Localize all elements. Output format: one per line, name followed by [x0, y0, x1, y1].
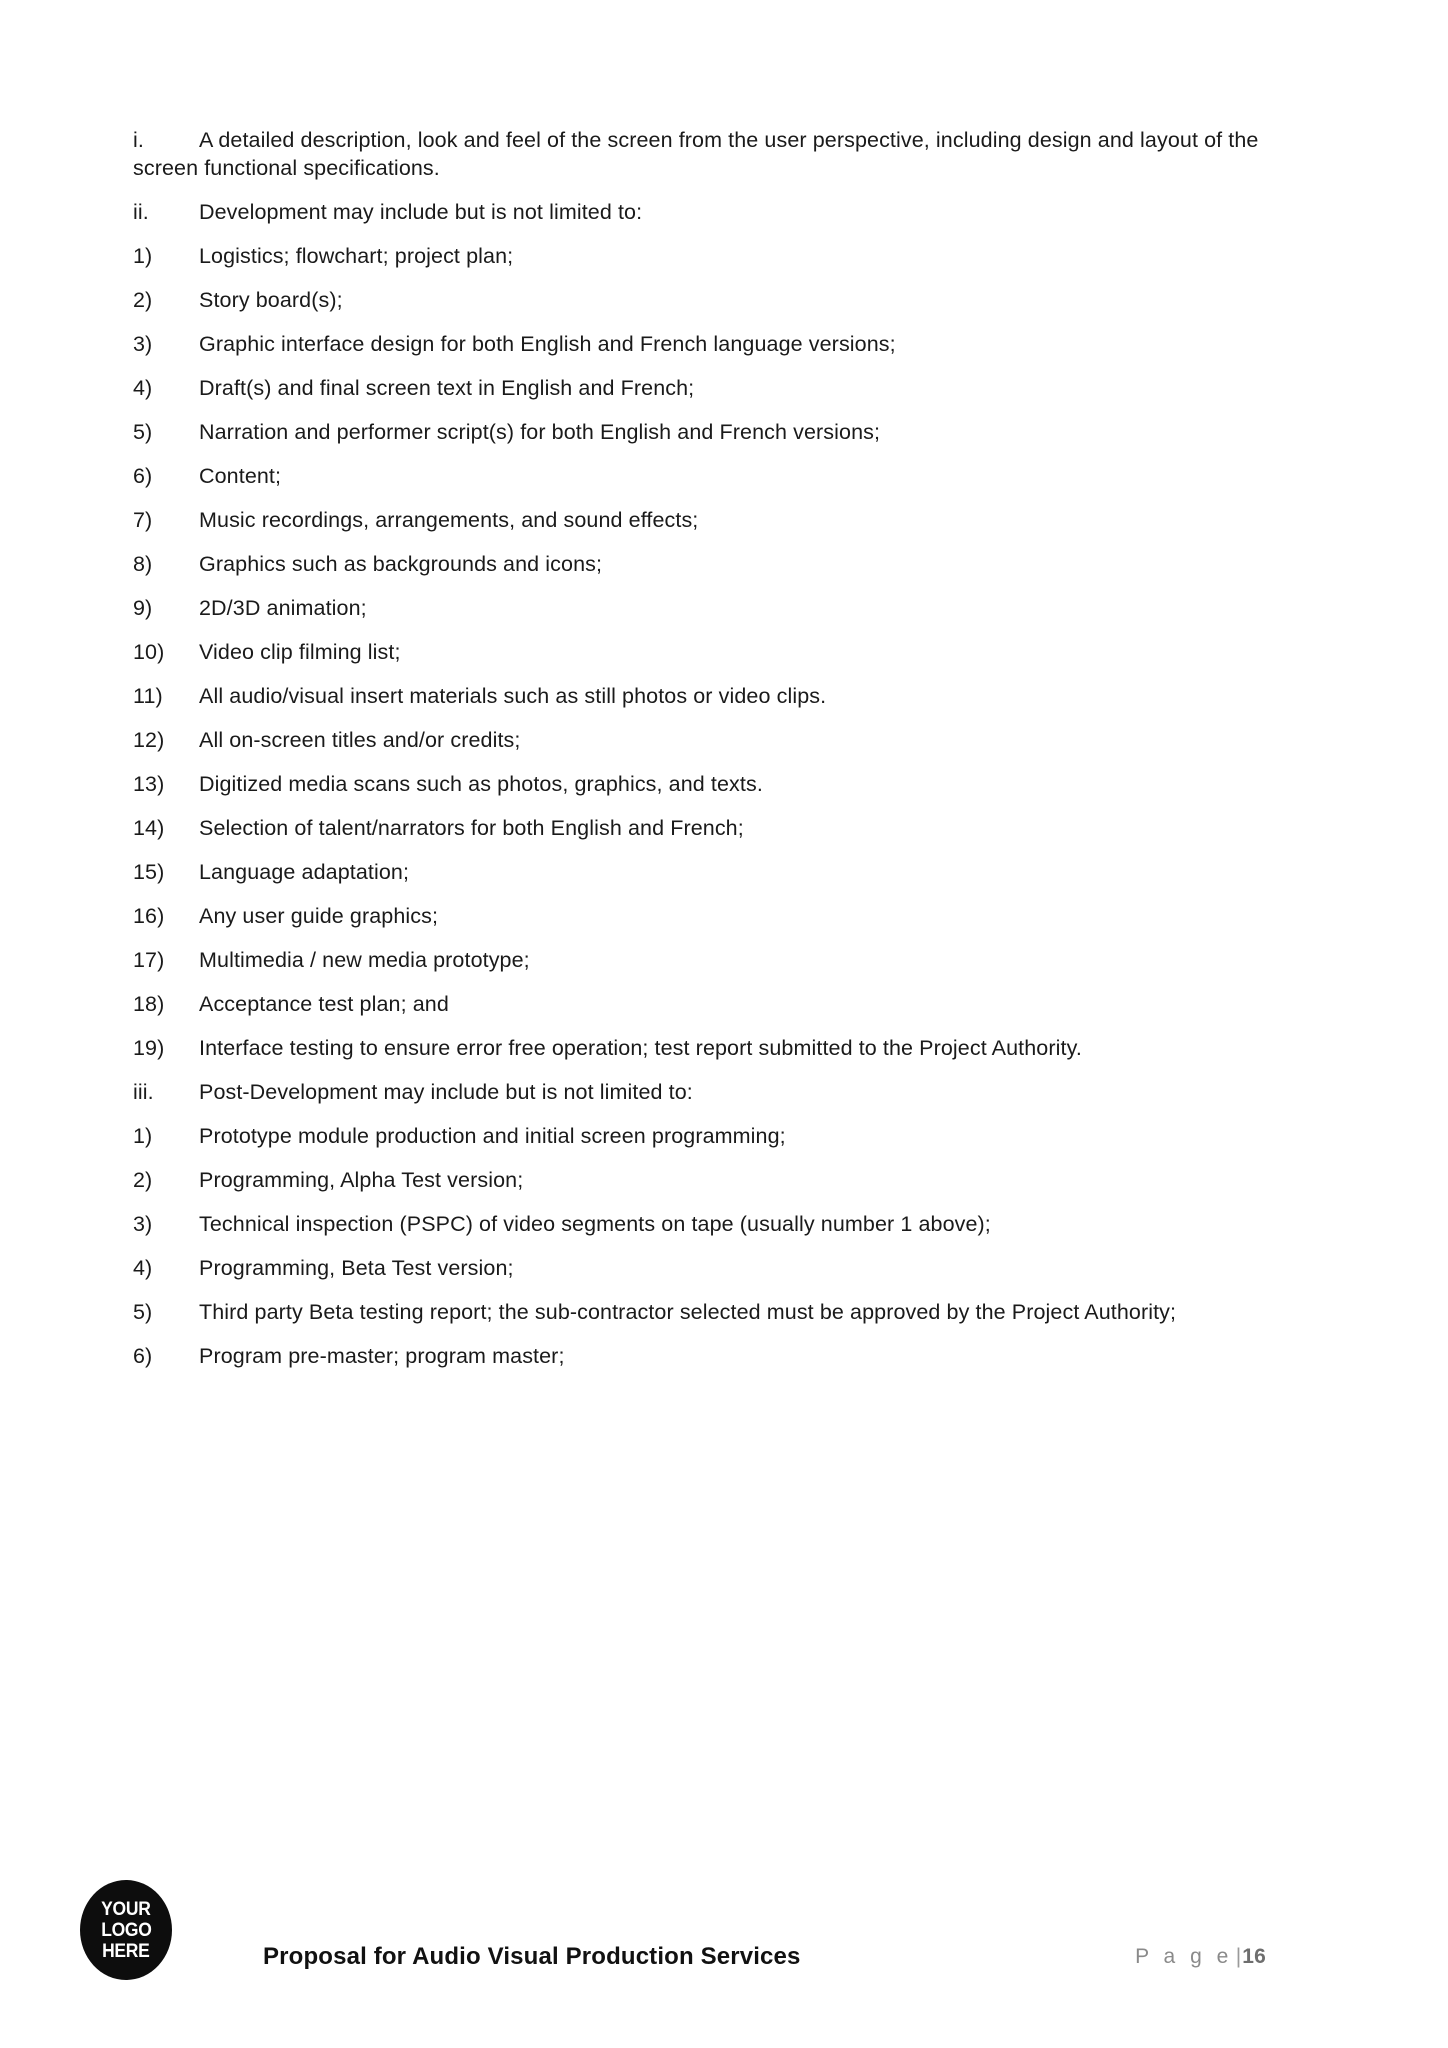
- list-marker: 9): [133, 596, 153, 620]
- list-item-text: Video clip filming list;: [199, 640, 401, 664]
- list-item-text: Music recordings, arrangements, and sound effects;: [199, 508, 699, 532]
- logo-placeholder-icon: [80, 1880, 172, 1980]
- list-item-text: All on-screen titles and/or credits;: [199, 728, 521, 752]
- list-marker: iii.: [133, 1080, 154, 1104]
- list-marker: 5): [133, 420, 153, 444]
- list-marker: 19): [133, 1036, 165, 1060]
- list-item: [133, 198, 1265, 226]
- list-item: [133, 1034, 1265, 1062]
- list-item-text: Any user guide graphics;: [199, 904, 439, 928]
- list-item-text: Programming, Alpha Test version;: [199, 1168, 524, 1192]
- list-marker: 3): [133, 1212, 153, 1236]
- page-number: 16: [1242, 1945, 1266, 1968]
- list-marker: 13): [133, 772, 165, 796]
- list-item: [133, 814, 1265, 842]
- list-marker: 12): [133, 728, 165, 752]
- list-marker: 1): [133, 244, 153, 268]
- list-item: [133, 1166, 1265, 1194]
- list-marker: 4): [133, 376, 153, 400]
- list-item: [133, 1254, 1265, 1282]
- document-body: [133, 126, 1265, 1370]
- list-item: [133, 330, 1265, 358]
- list-marker: 8): [133, 552, 153, 576]
- list-item-text: Story board(s);: [199, 288, 343, 312]
- list-item-text: Acceptance test plan; and: [199, 992, 449, 1016]
- list-item-text: Post-Development may include but is not limited to:: [199, 1080, 693, 1104]
- list-marker: 6): [133, 1344, 153, 1368]
- footer-document-title: Proposal for Audio Visual Production Services: [263, 1943, 801, 1970]
- list-item-text: Prototype module production and initial screen programming;: [199, 1124, 786, 1148]
- list-item: [133, 126, 1265, 182]
- list-item-text: 2D/3D animation;: [199, 596, 367, 620]
- list-item: [133, 462, 1265, 490]
- list-marker: 4): [133, 1256, 153, 1280]
- list-item-text: Technical inspection (PSPC) of video segments on tape (usually number 1 above);: [199, 1212, 991, 1236]
- list-marker: 2): [133, 288, 153, 312]
- list-item: [133, 770, 1265, 798]
- list-item-text: Selection of talent/narrators for both English and French;: [199, 816, 744, 840]
- logo-line-2: LOGO: [100, 1919, 152, 1941]
- list-item-text: All audio/visual insert materials such as still photos or video clips.: [199, 684, 827, 708]
- list-item: [133, 946, 1265, 974]
- list-item-text: Graphics such as backgrounds and icons;: [199, 552, 603, 576]
- list-item-text: Development may include but is not limited to:: [199, 200, 643, 224]
- list-marker: 3): [133, 332, 153, 356]
- list-marker: 2): [133, 1168, 153, 1192]
- list-marker: 17): [133, 948, 165, 972]
- list-item: [133, 506, 1265, 534]
- list-item: [133, 374, 1265, 402]
- logo-line-1: YOUR: [101, 1898, 151, 1920]
- list-item: [133, 726, 1265, 754]
- list-item: [133, 638, 1265, 666]
- list-item: [133, 286, 1265, 314]
- list-item: [133, 1122, 1265, 1150]
- list-item: [133, 1210, 1265, 1238]
- list-marker: ii.: [133, 200, 149, 224]
- list-item-text: Multimedia / new media prototype;: [199, 948, 530, 972]
- page-footer: [0, 1875, 1448, 2048]
- list-item-text: Logistics; flowchart; project plan;: [199, 244, 514, 268]
- list-item: [133, 242, 1265, 270]
- list-item: [133, 682, 1265, 710]
- page-separator: |: [1235, 1945, 1242, 1968]
- list-item-text: Interface testing to ensure error free operation; test report submitted to the Project Authority.: [199, 1036, 1082, 1060]
- list-item: [133, 1078, 1265, 1106]
- logo-line-3: HERE: [102, 1940, 150, 1962]
- list-item: [133, 1298, 1265, 1326]
- list-marker: 6): [133, 464, 153, 488]
- list-marker: 16): [133, 904, 165, 928]
- list-marker: 1): [133, 1124, 153, 1148]
- list-item-text: Third party Beta testing report; the sub-contractor selected must be approved by the Project Authority;: [199, 1300, 1177, 1324]
- list-marker: i.: [133, 128, 144, 152]
- list-item-text: Language adaptation;: [199, 860, 410, 884]
- list-item-text: Program pre-master; program master;: [199, 1344, 565, 1368]
- list-item-text: Digitized media scans such as photos, graphics, and texts.: [199, 772, 763, 796]
- list-item: [133, 594, 1265, 622]
- list-marker: 18): [133, 992, 165, 1016]
- list-item: [133, 550, 1265, 578]
- list-item-text: Draft(s) and final screen text in English and French;: [199, 376, 695, 400]
- list-marker: 14): [133, 816, 165, 840]
- list-marker: 10): [133, 640, 165, 664]
- list-item: [133, 418, 1265, 446]
- list-item: [133, 902, 1265, 930]
- list-item-text: Content;: [199, 464, 282, 488]
- list-item-text: Programming, Beta Test version;: [199, 1256, 514, 1280]
- list-marker: 7): [133, 508, 153, 532]
- list-item: [133, 990, 1265, 1018]
- list-item: [133, 1342, 1265, 1370]
- list-item: [133, 858, 1265, 886]
- page-label: P a g e: [1135, 1945, 1233, 1968]
- list-item-text: A detailed description, look and feel of the screen from the user perspective, including design and layout of the screen functional specifications.: [133, 128, 1259, 180]
- list-marker: 5): [133, 1300, 153, 1324]
- list-marker: 11): [133, 684, 163, 708]
- list-item-text: Narration and performer script(s) for both English and French versions;: [199, 420, 881, 444]
- list-marker: 15): [133, 860, 165, 884]
- page-number-indicator: [1135, 1945, 1266, 1969]
- list-item-text: Graphic interface design for both English and French language versions;: [199, 332, 896, 356]
